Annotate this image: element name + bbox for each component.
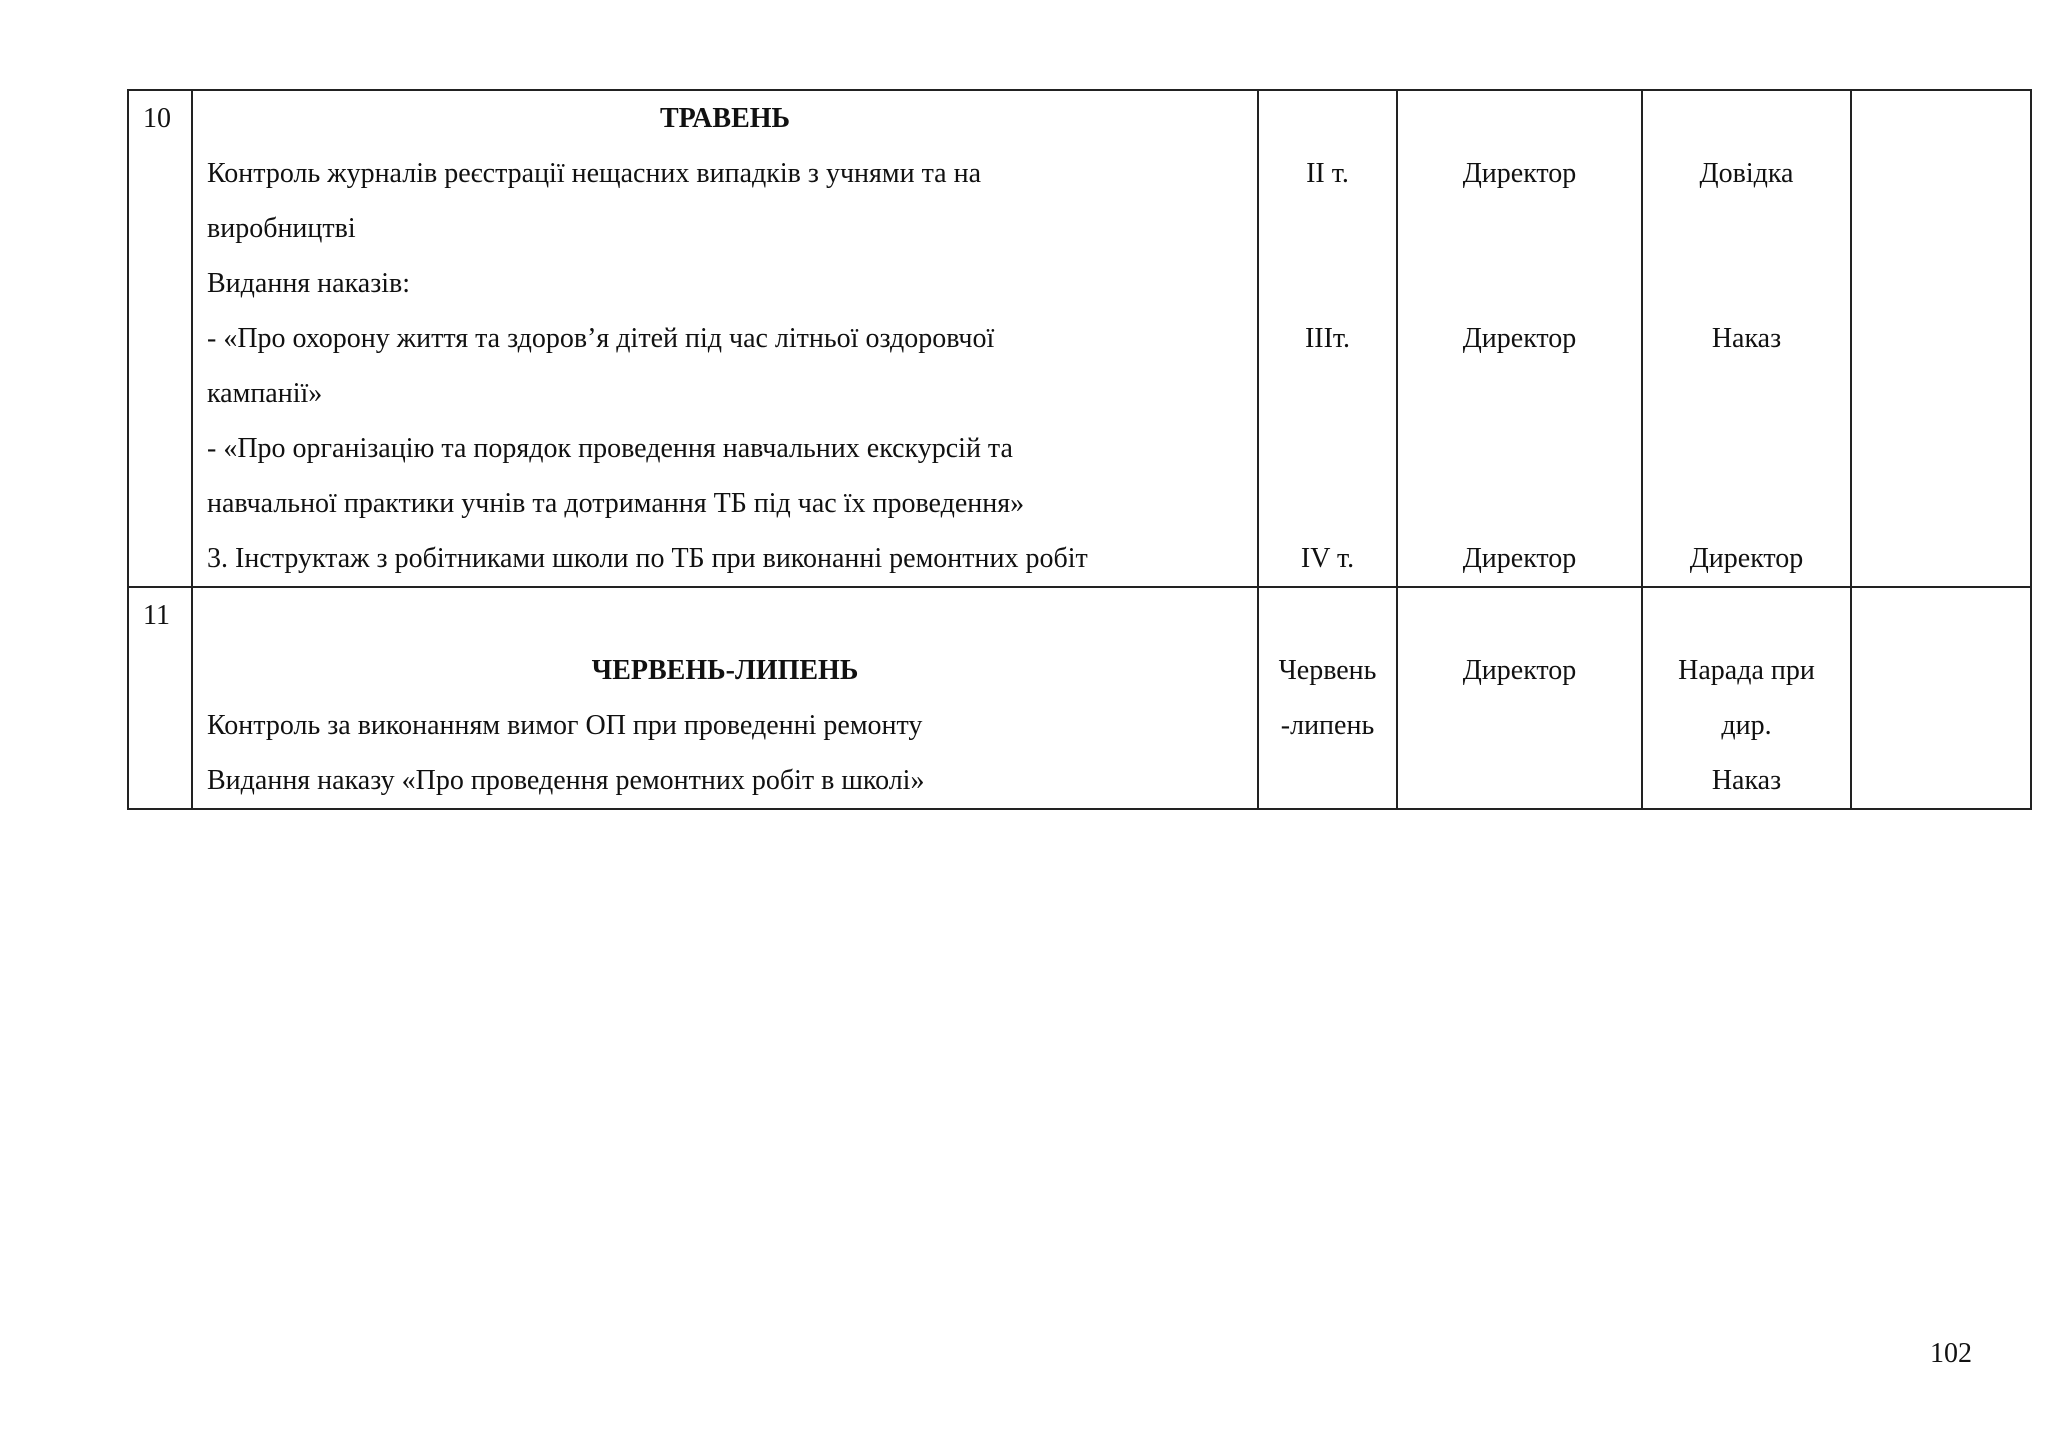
description-line: виробництві: [207, 213, 356, 244]
note-line: [1852, 588, 2030, 643]
term-line: [1259, 91, 1396, 146]
responsible-line: [1398, 91, 1641, 146]
responsible-line: Директор: [1462, 543, 1577, 574]
term-line: [1259, 753, 1396, 808]
page-number: 102: [1930, 1338, 1972, 1369]
blank-line: [193, 588, 1257, 643]
responsible-line: [1398, 753, 1641, 808]
term-line: ІІ т.: [1306, 158, 1349, 189]
result-line: [1643, 256, 1850, 311]
term-line: [1259, 366, 1396, 421]
result-line: [1643, 588, 1850, 643]
result-line: дир.: [1721, 710, 1772, 741]
description-line: - «Про охорону життя та здоров’я дітей під час літньої оздоровчої: [207, 323, 995, 354]
responsible-line: [1398, 201, 1641, 256]
term-line: ІІІт.: [1304, 323, 1351, 354]
row-number-cell: [128, 587, 192, 809]
result-cell: [1642, 90, 1851, 587]
month-heading: ЧЕРВЕНЬ-ЛИПЕНЬ: [591, 655, 859, 686]
row-number: 11: [143, 600, 170, 631]
result-line: Наказ: [1711, 323, 1782, 354]
responsible-line: Директор: [1462, 655, 1577, 686]
term-cell: [1258, 587, 1397, 809]
note-cell: [1851, 587, 2031, 809]
description-line: Контроль за виконанням вимог ОП при проведенні ремонту: [207, 710, 923, 741]
plan-table: [127, 89, 2032, 810]
term-line: [1259, 256, 1396, 311]
description-cell: [192, 90, 1258, 587]
table-row: [128, 587, 2031, 809]
row-number-cell: [128, 90, 192, 587]
term-line: [1259, 588, 1396, 643]
description-line: Контроль журналів реєстрації нещасних випадків з учнями та на: [207, 158, 982, 189]
result-line: [1643, 421, 1850, 476]
responsible-line: Директор: [1462, 323, 1577, 354]
responsible-line: [1398, 588, 1641, 643]
description-line: 3. Інструктаж з робітниками школи по ТБ при виконанні ремонтних робіт: [207, 543, 1088, 574]
responsible-line: [1398, 421, 1641, 476]
responsible-cell: [1397, 587, 1642, 809]
table-row: [128, 90, 2031, 587]
responsible-line: [1398, 366, 1641, 421]
responsible-cell: [1397, 90, 1642, 587]
result-line: Довідка: [1699, 158, 1794, 189]
term-line: ІV т.: [1300, 543, 1355, 574]
term-line: Червень: [1278, 655, 1377, 686]
description-line: Видання наказу «Про проведення ремонтних робіт в школі»: [207, 765, 925, 796]
responsible-line: [1398, 256, 1641, 311]
result-line: [1643, 476, 1850, 531]
responsible-line: Директор: [1462, 158, 1577, 189]
responsible-line: [1398, 698, 1641, 753]
term-line: [1259, 421, 1396, 476]
description-line: кампанії»: [207, 378, 323, 409]
result-line: [1643, 91, 1850, 146]
result-line: [1643, 366, 1850, 421]
note-cell: [1851, 90, 2031, 587]
result-line: Директор: [1689, 543, 1804, 574]
row-number: 10: [143, 103, 171, 134]
description-cell: [192, 587, 1258, 809]
term-line: -липень: [1280, 710, 1375, 741]
term-cell: [1258, 90, 1397, 587]
description-line: Видання наказів:: [207, 268, 411, 299]
term-line: [1259, 476, 1396, 531]
responsible-line: [1398, 476, 1641, 531]
description-line: навчальної практики учнів та дотримання ТБ під час їх проведення»: [207, 488, 1025, 519]
description-line: - «Про організацію та порядок проведення навчальних екскурсій та: [207, 433, 1013, 464]
month-heading: ТРАВЕНЬ: [659, 103, 791, 134]
term-line: [1259, 201, 1396, 256]
result-line: Наказ: [1711, 765, 1782, 796]
result-cell: [1642, 587, 1851, 809]
result-line: Нарада при: [1678, 655, 1815, 686]
result-line: [1643, 201, 1850, 256]
note-line: [1852, 91, 2030, 146]
